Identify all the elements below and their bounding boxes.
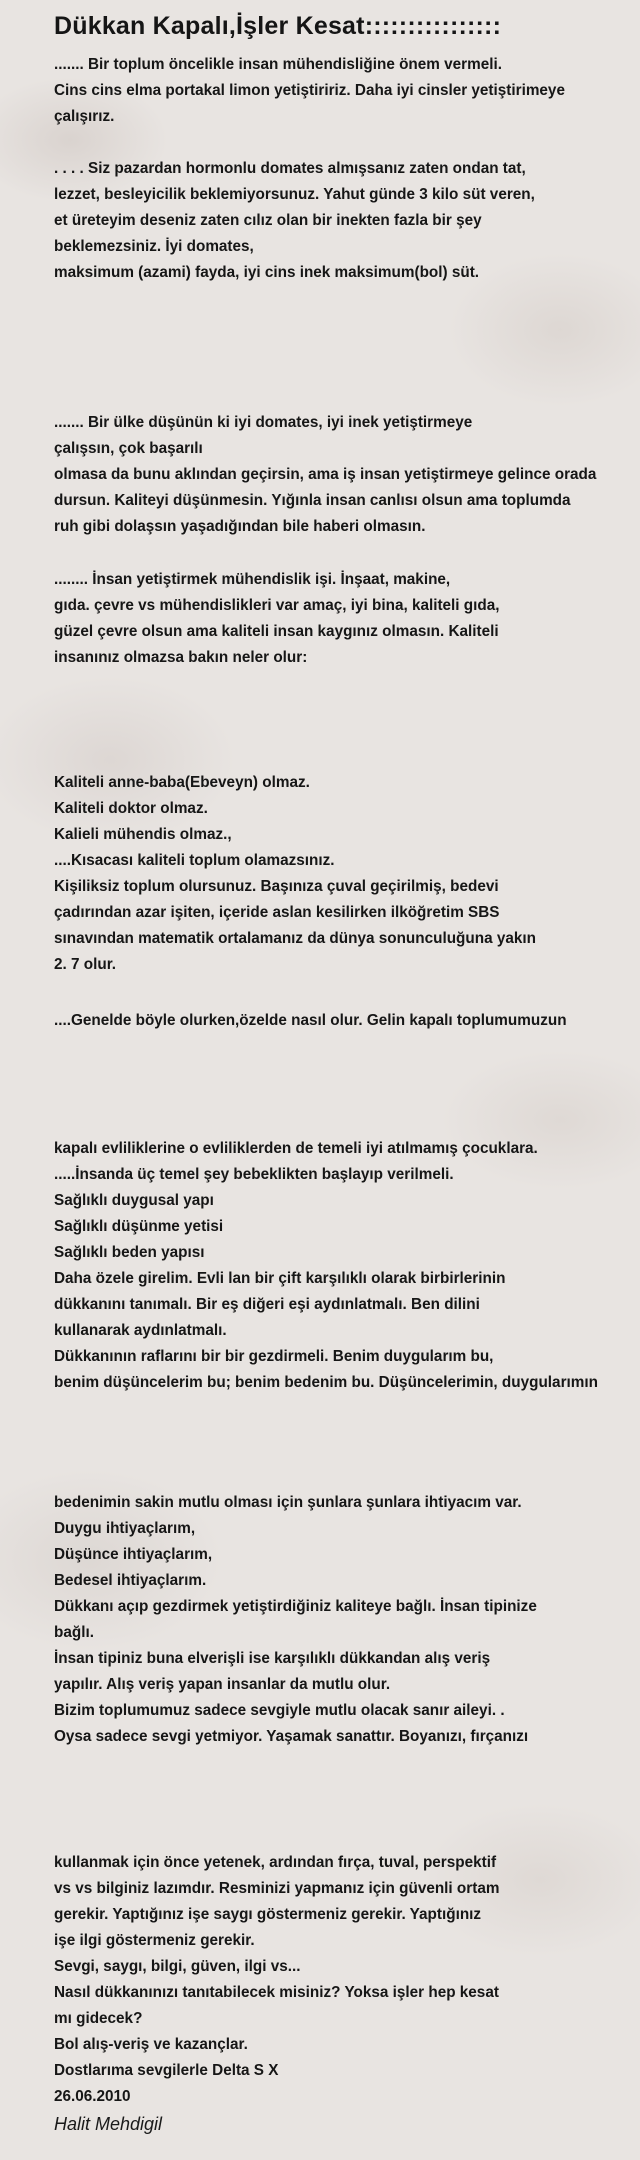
stanza xyxy=(54,1490,634,1750)
poem-line: Kişiliksiz toplum olursunuz. Başınıza çuval geçirilmiş, bedevi xyxy=(54,878,499,895)
poem-line: Kalieli mühendis olmaz., xyxy=(54,826,232,843)
poem-line: gıda. çevre vs mühendislikleri var amaç, iyi bina, kaliteli gıda, xyxy=(54,597,500,614)
poem-line: Kaliteli anne-baba(Ebeveyn) olmaz. xyxy=(54,774,310,791)
poem-line: Dükkanı açıp gezdirmek yetiştirdiğiniz kaliteye bağlı. İnsan tipinize xyxy=(54,1598,537,1615)
poem-line: Duygu ihtiyaçlarım, xyxy=(54,1520,196,1537)
stanza xyxy=(54,1850,634,2110)
poem-line: et üreteyim deseniz zaten cılız olan bir inekten fazla bir şey xyxy=(54,212,482,229)
poem-line: çadırından azar işiten, içeride aslan kesilirken ilköğretim SBS xyxy=(54,904,500,921)
poem-line: .....İnsanda üç temel şey bebeklikten başlayıp verilmeli. xyxy=(54,1166,454,1183)
poem-line: olmasa da bunu aklından geçirsin, ama iş insan yetiştirmeye gelince orada xyxy=(54,466,597,483)
poem-line: . . . . Siz pazardan hormonlu domates almışsanız zaten ondan tat, xyxy=(54,160,526,177)
poem-line: insanınız olmazsa bakın neler olur: xyxy=(54,649,308,666)
poem-line: Bizim toplumumuz sadece sevgiyle mutlu olacak sanır aileyi. . xyxy=(54,1702,505,1719)
poem-line: Sevgi, saygı, bilgi, güven, ilgi vs... xyxy=(54,1958,301,1975)
poem-line: Bedesel ihtiyaçlarım. xyxy=(54,1572,207,1589)
poem-line: ....... Bir toplum öncelikle insan mühendisliğine önem vermeli. xyxy=(54,56,502,73)
stanza xyxy=(54,770,634,978)
poem-line: kullanmak için önce yetenek, ardından fırça, tuval, perspektif xyxy=(54,1854,497,1871)
poem-line: 2. 7 olur. xyxy=(54,956,117,973)
poem-line: beklemezsiniz. İyi domates, xyxy=(54,238,254,255)
author-signature: Halit Mehdigil xyxy=(54,2114,163,2134)
poem-line: ....... Bir ülke düşünün ki iyi domates, iyi inek yetiştirmeye xyxy=(54,414,473,431)
poem-line: Bol alış-veriş ve kazançlar. xyxy=(54,2036,248,2053)
poem-line: mı gidecek? xyxy=(54,2010,143,2027)
poem-line: maksimum (azami) fayda, iyi cins inek maksimum(bol) süt. xyxy=(54,264,480,281)
poem-line: Daha özele girelim. Evli lan bir çift karşılıklı olarak birbirlerinin xyxy=(54,1270,506,1287)
poem-line: Kaliteli doktor olmaz. xyxy=(54,800,208,817)
stanza xyxy=(54,52,634,130)
stanza xyxy=(54,410,634,540)
poem-line: dursun. Kaliteyi düşünmesin. Yığınla insan canlısı olsun ama toplumda xyxy=(54,492,571,509)
poem-line: Dostlarıma sevgilerle Delta S X xyxy=(54,2062,279,2079)
poem-line: ........ İnsan yetiştirmek mühendislik işi. İnşaat, makine, xyxy=(54,571,451,588)
poem-line: güzel çevre olsun ama kaliteli insan kaygınız olmasın. Kaliteli xyxy=(54,623,499,640)
poem-line: bağlı. xyxy=(54,1624,94,1641)
poem-line: ruh gibi dolaşsın yaşadığından bile haberi olmasın. xyxy=(54,518,426,535)
poem-title: Dükkan Kapalı,İşler Kesat:::::::::::::::: xyxy=(54,12,502,40)
poem-line: bedenimin sakin mutlu olması için şunlara şunlara ihtiyacım var. xyxy=(54,1494,522,1511)
poem-line: benim düşüncelerim bu; benim bedenim bu. Düşüncelerimin, duygularımın xyxy=(54,1374,598,1391)
poem-line: çalışsın, çok başarılı xyxy=(54,440,203,457)
poem-line: kullanarak aydınlatmalı. xyxy=(54,1322,227,1339)
poem-line: işe ilgi göstermeniz gerekir. xyxy=(54,1932,255,1949)
poem-line: vs vs bilginiz lazımdır. Resminizi yapmanız için güvenli ortam xyxy=(54,1880,500,1897)
poem-line: Sağlıklı düşünme yetisi xyxy=(54,1218,224,1235)
poem-line: Oysa sadece sevgi yetmiyor. Yaşamak sanattır. Boyanızı, fırçanızı xyxy=(54,1728,529,1745)
poem-line: yapılır. Alış veriş yapan insanlar da mutlu olur. xyxy=(54,1676,391,1693)
poem-line: Nasıl dükkanınızı tanıtabilecek misiniz? Yoksa işler hep kesat xyxy=(54,1984,499,2001)
poem-line: 26.06.2010 xyxy=(54,2088,131,2105)
poem-line: Cins cins elma portakal limon yetiştiririz. Daha iyi cinsler yetiştirimeye xyxy=(54,82,565,99)
poem-line: gerekir. Yaptığınız işe saygı göstermeniz gerekir. Yaptığınız xyxy=(54,1906,482,1923)
stanza xyxy=(54,1136,634,1396)
stanza xyxy=(54,1008,634,1034)
stanza xyxy=(54,567,634,671)
poem-line: dükkanını tanımalı. Bir eş diğeri eşi aydınlatmalı. Ben dilini xyxy=(54,1296,480,1313)
poem-line: Sağlıklı beden yapısı xyxy=(54,1244,205,1261)
poem-line: Sağlıklı duygusal yapı xyxy=(54,1192,214,1209)
poem-line: İnsan tipiniz buna elverişli ise karşılıklı dükkandan alış veriş xyxy=(54,1650,491,1667)
poem-line: Düşünce ihtiyaçlarım, xyxy=(54,1546,213,1563)
poem-line: sınavından matematik ortalamanız da dünya sonunculuğuna yakın xyxy=(54,930,536,947)
poem-line: ....Genelde böyle olurken,özelde nasıl olur. Gelin kapalı toplumumuzun xyxy=(54,1012,567,1029)
poem-line: çalışırız. xyxy=(54,108,115,125)
poem-line: kapalı evliliklerine o evliliklerden de temeli iyi atılmamış çocuklara. xyxy=(54,1140,538,1157)
poem-line: ....Kısacası kaliteli toplum olamazsınız. xyxy=(54,852,335,869)
poem-line: lezzet, besleyicilik beklemiyorsunuz. Yahut günde 3 kilo süt veren, xyxy=(54,186,535,203)
poem-line: Dükkanının raflarını bir bir gezdirmeli. Benim duygularım bu, xyxy=(54,1348,494,1365)
stanza xyxy=(54,156,634,286)
